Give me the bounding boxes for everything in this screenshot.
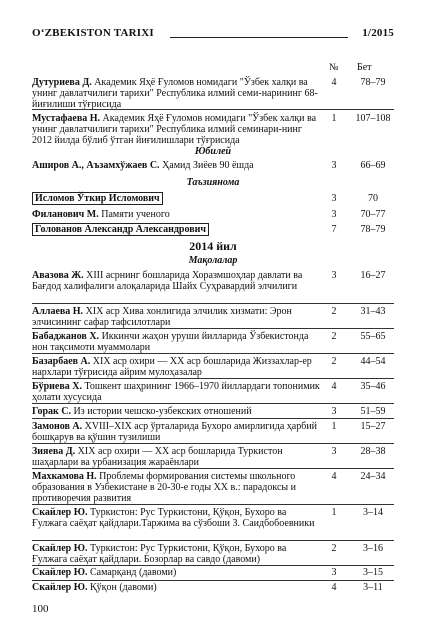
- entry-pages: 78–79: [360, 77, 386, 88]
- entry-author: Дутуриева Д.: [32, 77, 92, 88]
- entry-author: Скайлер Ю.: [32, 582, 88, 593]
- entry-pages: 107–108: [355, 113, 391, 124]
- entry-title: Туркистон: Рус Туркистони, Қўқон, Бухоро ва Ғулжага саёҳат қайдлари.Таржима ва сўзбоши З. Саидбобоевники: [32, 507, 315, 529]
- entry-issue: 2: [331, 356, 337, 367]
- issue-number: 1/2015: [362, 27, 394, 39]
- entry-pages: 24–34: [360, 471, 386, 482]
- divider: [32, 580, 394, 581]
- entry-pages: 70: [368, 193, 378, 204]
- entry-title: XVIII–XIX аср ўрталарида Бухоро амирлигида ҳарбий бошқарув ва қўшин тузилиши: [32, 421, 318, 443]
- entry-title: XIX аср охири — XX аср бошларида Туркистон шаҳарлари ва урбанизация жараёнлари: [32, 446, 283, 468]
- divider: [32, 403, 394, 404]
- entry-title: Академик Яҳё Ғуломов номидаги "Ўзбек халқи ва унинг давлатчилиги тарихи" Республика илмий семинари-нинг 2012 йилда бўлиб ўтган йиғилишлари тўғрисида: [32, 113, 317, 146]
- entry-issue: 4: [331, 582, 337, 593]
- entry-title: Иккинчи жаҳон уруши йилларида Ўзбекистонда нон тақсимоти муаммолари: [32, 331, 309, 353]
- entry-issue: 7: [331, 224, 337, 235]
- year-heading: 2014 йил: [189, 239, 237, 253]
- journal-title: O‘ZBEKISTON TARIXI: [32, 27, 154, 39]
- divider: [32, 443, 394, 444]
- entry-issue: 1: [331, 421, 337, 432]
- entry-pages: 35–46: [360, 381, 386, 392]
- entry-author: Авазова Ж.: [32, 270, 84, 281]
- section-heading-obituary: Таъзиянома: [186, 177, 240, 188]
- entry-author: Скайлер Ю.: [32, 567, 88, 578]
- divider: [32, 353, 394, 354]
- header-rule: [170, 37, 348, 38]
- entry-pages: 31–43: [360, 306, 386, 317]
- entry-pages: 55–65: [360, 331, 386, 342]
- entry-pages: 66–69: [360, 160, 386, 171]
- entry-pages: 3–11: [363, 582, 383, 593]
- entry-author: Базарбаев А.: [32, 356, 91, 367]
- divider: [32, 468, 394, 469]
- column-header-no: №: [329, 62, 339, 73]
- entry-pages: 15–27: [360, 421, 386, 432]
- section-heading-articles: Мақолалар: [188, 255, 238, 266]
- entry-title: XIX аср Хива хонлигида элчилик хизмати: Эрон элчисининг сафар тафсилотлари: [32, 306, 292, 328]
- divider: [32, 565, 394, 566]
- section-heading-jubilee: Юбилей: [194, 146, 232, 157]
- entry-author: Голованов Александр Александрович: [35, 224, 207, 235]
- entry-issue: 3: [331, 270, 337, 281]
- entry-title: Қўқон (давоми): [89, 582, 157, 593]
- divider: [32, 418, 394, 419]
- entry-pages: 3–15: [363, 567, 383, 578]
- entry-issue: 4: [331, 471, 337, 482]
- divider: [32, 378, 394, 379]
- entry-pages: 16–27: [360, 270, 386, 281]
- entry-pages: 78–79: [360, 224, 386, 235]
- entry-author: Филанович М.: [32, 209, 99, 220]
- entry-author: Бўриева Х.: [32, 381, 82, 392]
- entry-issue: 4: [331, 77, 337, 88]
- entry-author: Скайлер Ю.: [32, 543, 88, 554]
- column-header-page: Бет: [357, 62, 372, 73]
- entry-issue: 4: [331, 381, 337, 392]
- entry-issue: 3: [331, 193, 337, 204]
- entry-title: Ҳамид Зиёев 90 ёшда: [162, 160, 254, 171]
- divider: [32, 109, 394, 110]
- entry-title: Самарқанд (давоми): [89, 567, 177, 578]
- entry-title: Проблемы формирования системы школьного образования в Узбекистане в 20-30-е годы XX в.: парадоксы и противоречия развития: [32, 471, 296, 504]
- entry-issue: 3: [331, 160, 337, 171]
- entry-title: Академик Яҳё Ғуломов номидаги "Ўзбек халқи ва унинг давлатчилиги тарихи" Республика илмий семи-нарининг 68-йиғилиши тўғрисида: [32, 77, 318, 110]
- entry-author: Аллаева Н.: [32, 306, 84, 317]
- entry-author: Скайлер Ю.: [32, 507, 88, 518]
- entry-pages: 3–16: [363, 543, 383, 554]
- entry-issue: 2: [331, 543, 337, 554]
- entry-issue: 3: [331, 446, 337, 457]
- entry-author: Махкамова Н.: [32, 471, 97, 482]
- running-header: [32, 27, 394, 41]
- entry-issue: 3: [331, 406, 337, 417]
- divider: [32, 540, 394, 541]
- entry-title: Из истории чешско-узбекских отношений: [73, 406, 252, 417]
- entry-author: Горак С.: [32, 406, 72, 417]
- entry-author: Замонов А.: [32, 421, 83, 432]
- divider: [32, 303, 394, 304]
- entry-issue: 2: [331, 331, 337, 342]
- divider: [32, 328, 394, 329]
- entry-title: XIX аср охири — XX аср бошларида Жиззахлар-ер нархлари тўғрисида айрим мулоҳазалар: [32, 356, 312, 378]
- entry-issue: 2: [331, 306, 337, 317]
- entry-pages: 3–14: [363, 507, 383, 518]
- entry-author: Мустафаева Н.: [32, 113, 101, 124]
- entry-issue: 3: [331, 567, 337, 578]
- entry-issue: 3: [331, 209, 337, 220]
- divider: [32, 504, 394, 505]
- entry-author: Зияева Д.: [32, 446, 76, 457]
- entry-pages: 70–77: [360, 209, 386, 220]
- entry-title: XIII асрнинг бошларида Хоразмшоҳлар давлати ва Бағдод халифалиги алоқаларида Шайх Суҳравардий элчилиги: [32, 270, 303, 292]
- page-number: 100: [32, 603, 49, 615]
- entry-author: Аширов А., Аъзамхўжаев С.: [32, 160, 160, 171]
- entry-author: Исломов Ўткир Исломович: [35, 193, 160, 204]
- entry-pages: 44–54: [360, 356, 386, 367]
- entry-title: Туркистон: Рус Туркистони, Қўқон, Бухоро ва Ғулжага саёҳат қайдлари. Бозорлар ва савдо (давоми): [32, 543, 287, 565]
- entry-issue: 1: [331, 113, 337, 124]
- entry-title: Тошкент шаҳрининг 1966–1970 йиллардаги топонимик ҳолати хусусида: [32, 381, 320, 403]
- entry-pages: 51–59: [360, 406, 386, 417]
- entry-issue: 1: [331, 507, 337, 518]
- entry-author: Бабаджанов Х.: [32, 331, 100, 342]
- entry-title: Памяти ученого: [101, 209, 170, 220]
- entry-pages: 28–38: [360, 446, 386, 457]
